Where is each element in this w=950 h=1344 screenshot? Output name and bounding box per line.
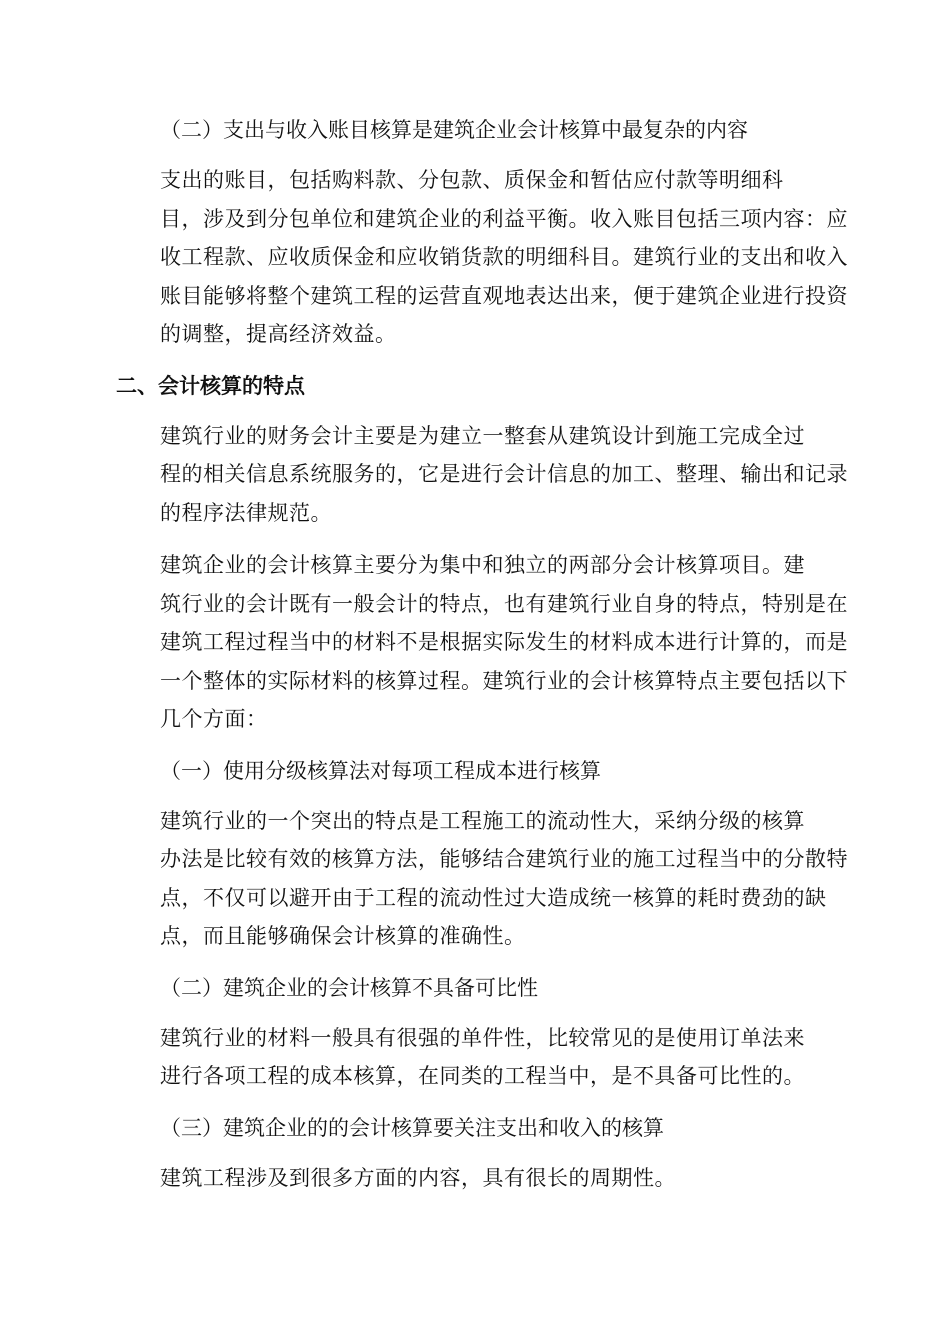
document-body — [116, 112, 848, 1211]
text-line: 建筑行业的财务会计主要是为建立一整套从建筑设计到施工完成全过 — [160, 423, 805, 448]
section-heading-accounting-features: 二、会计核算的特点 — [116, 373, 305, 398]
text-line: 建筑企业的会计核算主要分为集中和独立的两部分会计核算项目。建 — [160, 553, 805, 577]
text-line: 办法是比较有效的核算方法，能够结合建筑行业的施工过程当中的分散特 — [160, 847, 848, 871]
subheading-expense-income-accounts: （二）支出与收入账目核算是建筑企业会计核算中最复杂的内容 — [160, 118, 748, 142]
text-line: 一个整体的实际材料的核算过程。建筑行业的会计核算特点主要包括以下 — [160, 668, 848, 693]
paragraph-expense-income — [116, 161, 848, 354]
text-line: 的程序法律规范。 — [160, 500, 332, 525]
paragraph-graded-accounting — [116, 802, 848, 956]
text-line: 的调整，提高经济效益。 — [160, 322, 397, 346]
text-line: 建筑工程过程当中的材料不是根据实际发生的材料成本进行计算的，而是 — [160, 630, 848, 654]
text-line: 筑行业的会计既有一般会计的特点，也有建筑行业自身的特点，特别是在 — [160, 591, 848, 616]
subheading-graded-accounting: （一）使用分级核算法对每项工程成本进行核算 — [160, 758, 601, 783]
text-line: 收工程款、应收质保金和应收销货款的明细科目。建筑行业的支出和收入 — [160, 245, 848, 269]
text-line: 支出的账目，包括购料款、分包款、质保金和暂估应付款等明细科 — [160, 168, 784, 192]
text-line: 目，涉及到分包单位和建筑企业的利益平衡。收入账目包括三项内容：应 — [160, 206, 848, 231]
text-line: 几个方面： — [160, 707, 268, 731]
text-line: 建筑行业的材料一般具有很强的单件性，比较常见的是使用订单法来 — [160, 1025, 805, 1050]
text-line: 账目能够将整个建筑工程的运营直观地表达出来，便于建筑企业进行投资 — [160, 283, 848, 308]
text-line: 点，不仅可以避开由于工程的流动性过大造成统一核算的耗时费劲的缺 — [160, 885, 827, 910]
paragraph-financial-accounting — [116, 417, 848, 533]
subheading-expense-income-focus: （三）建筑企业的的会计核算要关注支出和收入的核算 — [160, 1115, 664, 1140]
text-line: 点，而且能够确保会计核算的准确性。 — [160, 924, 526, 948]
subheading-non-comparability: （二）建筑企业的会计核算不具备可比性 — [160, 975, 538, 1000]
text-line: 进行各项工程的成本核算，在同类的工程当中，是不具备可比性的。 — [160, 1064, 805, 1088]
paragraph-accounting-projects — [116, 546, 848, 739]
paragraph-non-comparability — [116, 1019, 834, 1096]
text-line: 建筑行业的一个突出的特点是工程施工的流动性大，采纳分级的核算 — [160, 808, 805, 833]
text-line: 程的相关信息系统服务的，它是进行会计信息的加工、整理、输出和记录 — [160, 462, 848, 486]
paragraph-project-period — [116, 1159, 834, 1198]
text-line: 建筑工程涉及到很多方面的内容，具有很长的周期性。 — [160, 1165, 676, 1190]
